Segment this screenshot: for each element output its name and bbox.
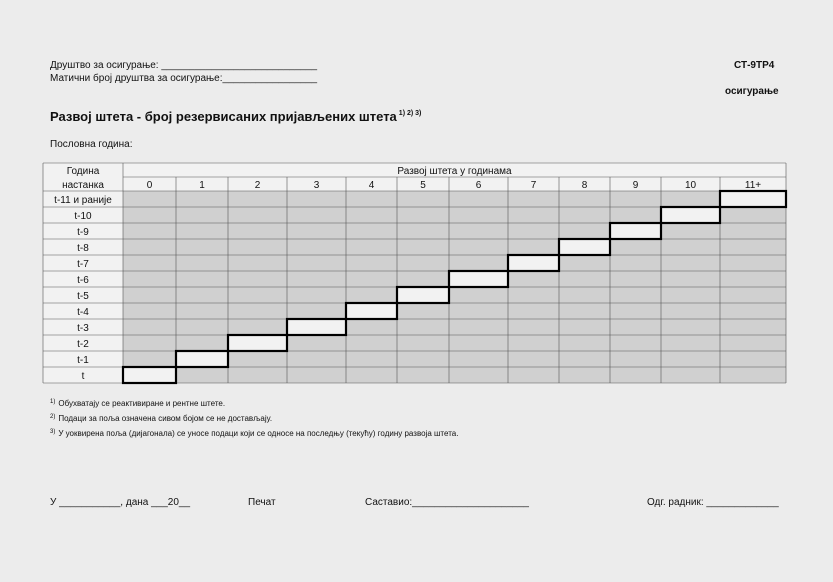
shaded-cell	[661, 239, 720, 255]
shaded-cell	[123, 223, 176, 239]
diagonal-input-cell[interactable]	[559, 239, 610, 255]
shaded-cell	[287, 255, 346, 271]
column-header: 6	[475, 180, 482, 191]
column-header: 5	[420, 180, 426, 191]
shaded-cell	[559, 207, 610, 223]
diagonal-input-cell[interactable]	[508, 255, 559, 271]
shaded-cell	[397, 335, 449, 351]
development-header: Развој штета у годинама	[397, 166, 512, 177]
shaded-cell	[661, 287, 720, 303]
shaded-cell	[287, 207, 346, 223]
shaded-cell	[123, 287, 176, 303]
shaded-cell	[123, 351, 176, 367]
shaded-cell	[287, 223, 346, 239]
shaded-cell	[661, 223, 720, 239]
diagonal-input-cell[interactable]	[228, 335, 287, 351]
shaded-cell	[346, 335, 397, 351]
diagonal-input-cell[interactable]	[123, 367, 176, 383]
shaded-cell	[228, 367, 287, 383]
shaded-cell	[559, 191, 610, 207]
shaded-cell	[228, 351, 287, 367]
shaded-cell	[228, 191, 287, 207]
diagonal-input-cell[interactable]	[610, 223, 661, 239]
row-label: t-2	[77, 339, 89, 350]
shaded-cell	[449, 351, 508, 367]
shaded-cell	[508, 271, 559, 287]
shaded-cell	[720, 303, 786, 319]
row-label: t-5	[77, 291, 89, 302]
shaded-cell	[661, 271, 720, 287]
shaded-cell	[397, 319, 449, 335]
shaded-cell	[397, 367, 449, 383]
shaded-cell	[449, 239, 508, 255]
shaded-cell	[346, 223, 397, 239]
shaded-cell	[508, 335, 559, 351]
shaded-cell	[287, 367, 346, 383]
footnote-2	[50, 414, 272, 423]
row-label: t-9	[77, 227, 89, 238]
shaded-cell	[346, 207, 397, 223]
diagonal-input-cell[interactable]	[720, 191, 786, 207]
shaded-cell	[397, 255, 449, 271]
year-header-line2: настанка	[62, 180, 104, 191]
shaded-cell	[661, 351, 720, 367]
shaded-cell	[449, 319, 508, 335]
shaded-cell	[176, 239, 228, 255]
shaded-cell	[661, 191, 720, 207]
shaded-cell	[508, 223, 559, 239]
shaded-cell	[720, 239, 786, 255]
column-header: 1	[199, 180, 205, 191]
stamp-label: Печат	[248, 497, 276, 508]
shaded-cell	[346, 271, 397, 287]
shaded-cell	[397, 191, 449, 207]
footnote-1-text: Обухватају се реактивиране и рентне штете.	[58, 399, 226, 408]
shaded-cell	[287, 351, 346, 367]
shaded-cell	[508, 191, 559, 207]
shaded-cell	[287, 335, 346, 351]
shaded-cell	[287, 191, 346, 207]
shaded-cell	[228, 223, 287, 239]
shaded-cell	[397, 303, 449, 319]
shaded-cell	[720, 207, 786, 223]
footnote-2-num: 2)	[50, 414, 56, 420]
diagonal-input-cell[interactable]	[176, 351, 228, 367]
shaded-cell	[176, 191, 228, 207]
column-header: 11+	[744, 180, 762, 191]
shaded-cell	[559, 287, 610, 303]
shaded-cell	[176, 335, 228, 351]
shaded-cell	[508, 303, 559, 319]
shaded-cell	[508, 287, 559, 303]
shaded-cell	[176, 303, 228, 319]
shaded-cell	[228, 303, 287, 319]
shaded-cell	[449, 255, 508, 271]
shaded-cell	[123, 303, 176, 319]
shaded-cell	[720, 287, 786, 303]
shaded-cell	[610, 335, 661, 351]
shaded-cell	[449, 207, 508, 223]
shaded-cell	[123, 239, 176, 255]
shaded-cell	[508, 207, 559, 223]
shaded-cell	[346, 191, 397, 207]
shaded-cell	[228, 287, 287, 303]
shaded-cell	[661, 367, 720, 383]
footnote-3-text: У уоквирена поља (дијагонала) се уносе подаци који се односе на последњу (текућу) годину развоја штета.	[58, 429, 459, 438]
shaded-cell	[228, 255, 287, 271]
shaded-cell	[449, 335, 508, 351]
shaded-cell	[449, 287, 508, 303]
shaded-cell	[228, 319, 287, 335]
shaded-cell	[346, 255, 397, 271]
shaded-cell	[661, 255, 720, 271]
shaded-cell	[661, 319, 720, 335]
place-date-field: У ___________, дана ___20__	[50, 497, 191, 508]
shaded-cell	[610, 255, 661, 271]
shaded-cell	[176, 255, 228, 271]
shaded-cell	[176, 367, 228, 383]
shaded-cell	[397, 207, 449, 223]
shaded-cell	[559, 367, 610, 383]
insurance-category: осигурање	[725, 86, 779, 97]
shaded-cell	[661, 303, 720, 319]
row-label: t-7	[77, 259, 89, 270]
row-label: t-3	[77, 323, 89, 334]
shaded-cell	[449, 191, 508, 207]
row-label: t-4	[77, 307, 89, 318]
column-header: 7	[530, 180, 537, 191]
shaded-cell	[228, 239, 287, 255]
shaded-cell	[559, 319, 610, 335]
shaded-cell	[559, 335, 610, 351]
shaded-cell	[123, 207, 176, 223]
shaded-cell	[176, 319, 228, 335]
footnote-2-text: Подаци за поља означена сивом бојом се не достављају.	[58, 414, 273, 423]
shaded-cell	[610, 207, 661, 223]
shaded-cell	[610, 239, 661, 255]
shaded-cell	[123, 191, 176, 207]
shaded-cell	[346, 287, 397, 303]
shaded-cell	[559, 271, 610, 287]
shaded-cell	[346, 239, 397, 255]
shaded-cell	[123, 255, 176, 271]
shaded-cell	[228, 271, 287, 287]
shaded-cell	[559, 223, 610, 239]
year-header-line1: Година	[66, 166, 100, 177]
shaded-cell	[449, 303, 508, 319]
shaded-cell	[176, 207, 228, 223]
shaded-cell	[287, 287, 346, 303]
shaded-cell	[720, 255, 786, 271]
prepared-by-field: Саставио:_____________________	[365, 497, 529, 508]
column-header: 4	[368, 180, 375, 191]
shaded-cell	[123, 271, 176, 287]
shaded-cell	[287, 239, 346, 255]
column-header: 8	[581, 180, 588, 191]
footnote-3-num: 3)	[50, 429, 56, 435]
diagonal-input-cell[interactable]	[397, 287, 449, 303]
shaded-cell	[346, 351, 397, 367]
shaded-cell	[610, 303, 661, 319]
shaded-cell	[397, 351, 449, 367]
column-header: 2	[254, 180, 261, 191]
footnote-1-num: 1)	[50, 399, 56, 405]
shaded-cell	[287, 271, 346, 287]
shaded-cell	[123, 319, 176, 335]
shaded-cell	[176, 287, 228, 303]
business-year-label: Пословна година:	[50, 139, 133, 150]
shaded-cell	[508, 351, 559, 367]
diagonal-input-cell[interactable]	[449, 271, 508, 287]
shaded-cell	[610, 351, 661, 367]
shaded-cell	[123, 335, 176, 351]
company-field: Друштво за осигурање: ____________________________	[50, 60, 318, 71]
title-footnote-refs: 1) 2) 3)	[398, 110, 422, 117]
shaded-cell	[397, 223, 449, 239]
row-label: t-11 и раније	[54, 195, 112, 206]
row-label: t	[81, 371, 85, 382]
shaded-cell	[508, 319, 559, 335]
diagonal-input-cell[interactable]	[346, 303, 397, 319]
shaded-cell	[397, 239, 449, 255]
row-label: t-6	[77, 275, 89, 286]
shaded-cell	[449, 367, 508, 383]
shaded-cell	[720, 335, 786, 351]
column-header: 0	[146, 180, 153, 191]
responsible-person-field: Одг. радник: _____________	[647, 497, 779, 508]
shaded-cell	[720, 367, 786, 383]
shaded-cell	[449, 223, 508, 239]
row-label: t-8	[77, 243, 89, 254]
shaded-cell	[508, 239, 559, 255]
shaded-cell	[559, 351, 610, 367]
column-header: 10	[684, 180, 697, 191]
company-id-field: Матични број друштва за осигурање:_________________	[50, 73, 318, 84]
shaded-cell	[346, 319, 397, 335]
shaded-cell	[720, 223, 786, 239]
shaded-cell	[720, 271, 786, 287]
form-code: СТ-9ТР4	[734, 60, 775, 71]
shaded-cell	[559, 255, 610, 271]
diagonal-input-cell[interactable]	[661, 207, 720, 223]
row-label: t-1	[77, 355, 89, 366]
shaded-cell	[720, 351, 786, 367]
column-header: 3	[313, 180, 320, 191]
shaded-cell	[610, 319, 661, 335]
column-header: 9	[632, 180, 639, 191]
shaded-cell	[508, 367, 559, 383]
shaded-cell	[228, 207, 287, 223]
row-label: t-10	[74, 211, 92, 222]
shaded-cell	[287, 303, 346, 319]
footnote-3	[50, 429, 458, 438]
shaded-cell	[661, 335, 720, 351]
shaded-cell	[720, 319, 786, 335]
diagonal-input-cell[interactable]	[287, 319, 346, 335]
footnote-1	[50, 399, 225, 408]
shaded-cell	[610, 271, 661, 287]
shaded-cell	[610, 191, 661, 207]
shaded-cell	[610, 287, 661, 303]
page-title-text: Развој штета - број резервисаних пријављених штета	[50, 109, 397, 124]
shaded-cell	[346, 367, 397, 383]
shaded-cell	[176, 271, 228, 287]
shaded-cell	[397, 271, 449, 287]
shaded-cell	[176, 223, 228, 239]
shaded-cell	[559, 303, 610, 319]
shaded-cell	[610, 367, 661, 383]
